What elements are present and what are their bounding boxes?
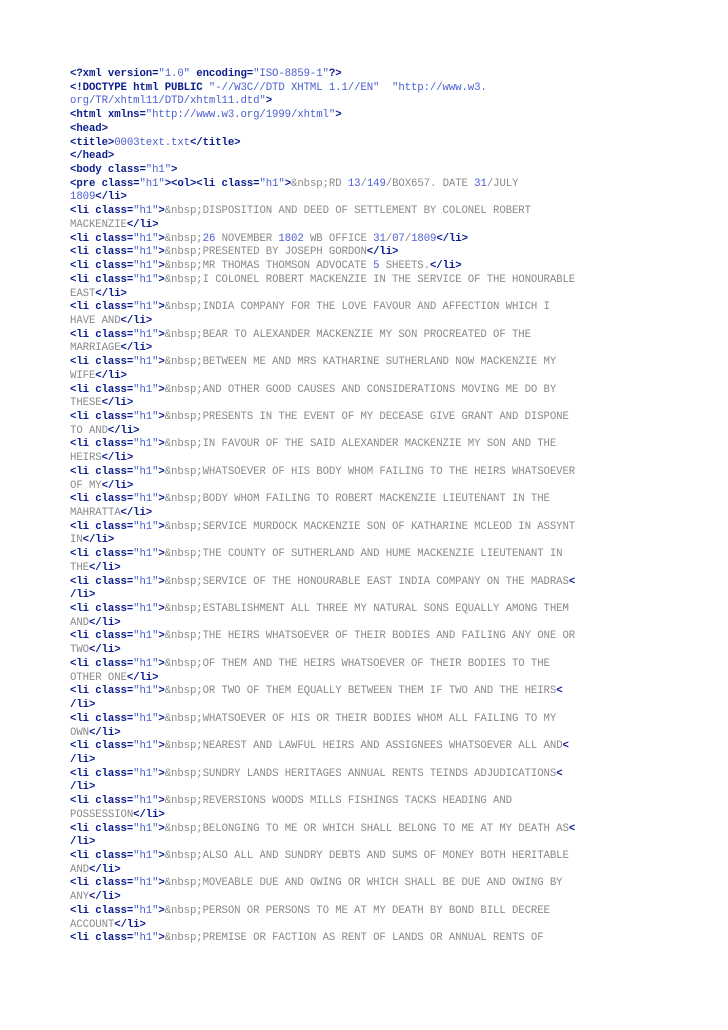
code-line: [70, 274, 670, 288]
code-segment: </li>: [429, 260, 462, 273]
code-line: [70, 809, 670, 823]
code-segment: <li class=: [70, 630, 134, 643]
code-line: [70, 562, 670, 576]
code-segment: >: [158, 205, 165, 218]
code-segment: "h1": [133, 630, 159, 643]
code-line: [70, 905, 670, 919]
code-segment: 26: [202, 232, 216, 245]
code-segment: >: [158, 575, 165, 588]
code-segment: <li class=: [70, 712, 134, 725]
code-segment: "h1": [133, 383, 159, 396]
code-segment: </li>: [126, 671, 159, 684]
code-segment: &nbsp;SERVICE OF THE HONOURABLE EAST INDIA COMPANY ON THE MADRAS: [164, 575, 569, 588]
code-line: [70, 850, 670, 864]
code-segment: &nbsp;BETWEEN ME AND MRS KATHARINE SUTHERLAND NOW MACKENZIE MY: [164, 356, 557, 369]
code-segment: /JULY: [486, 177, 519, 190]
code-line: [70, 644, 670, 658]
code-segment: >: [158, 493, 165, 506]
code-segment: <title>: [70, 136, 115, 149]
code-segment: >: [158, 712, 165, 725]
code-segment: &nbsp;NEAREST AND LAWFUL HEIRS AND ASSIGNEES WHATSOEVER ALL AND: [164, 740, 563, 753]
code-line: [70, 795, 670, 809]
code-segment: <li class=: [70, 438, 134, 451]
code-line: [70, 548, 670, 562]
code-line: [70, 397, 670, 411]
code-segment: "h1": [133, 246, 159, 259]
code-segment: "http://www.w3.org/1999/xhtml": [145, 109, 336, 122]
code-segment: </li>: [88, 726, 121, 739]
code-line: [70, 219, 670, 233]
code-segment: </li>: [436, 232, 468, 245]
code-segment: <li class=: [70, 301, 134, 314]
code-segment: "1.0": [158, 68, 190, 80]
code-segment: /li>: [70, 781, 96, 794]
code-segment: <li class=: [70, 410, 134, 423]
code-segment: >: [158, 822, 165, 835]
code-segment: <: [556, 685, 563, 698]
code-segment: <li class=: [70, 260, 134, 273]
code-segment: >: [158, 438, 165, 451]
code-segment: "h1": [133, 520, 159, 533]
code-segment: </li>: [101, 452, 134, 465]
code-segment: "h1": [133, 205, 159, 218]
code-segment: 0003text.txt: [114, 136, 190, 149]
code-line: [70, 384, 670, 398]
code-segment: >: [158, 356, 165, 369]
code-line: [70, 452, 670, 466]
code-segment: OTHER ONE: [70, 671, 127, 684]
code-segment: >: [158, 849, 165, 862]
code-segment: </li>: [95, 191, 127, 204]
code-segment: <li class=: [70, 767, 134, 780]
code-segment: <head>: [70, 122, 108, 135]
code-segment: <li class=: [70, 795, 134, 808]
code-segment: <li class=: [70, 383, 134, 396]
code-segment: &nbsp;IN FAVOUR OF THE SAID ALEXANDER MACKENZIE MY SON AND THE: [164, 438, 557, 451]
code-line: [70, 534, 670, 548]
code-segment: <!DOCTYPE html PUBLIC: [70, 81, 209, 94]
code-segment: &nbsp;AND OTHER GOOD CAUSES AND CONSIDERATIONS MOVING ME DO BY: [164, 383, 557, 396]
code-segment: &nbsp;PRESENTS IN THE EVENT OF MY DECEASE GIVE GRANT AND DISPONE: [164, 410, 569, 423]
code-line: [70, 109, 670, 123]
code-segment: "h1": [133, 849, 159, 862]
code-segment: </head>: [70, 150, 115, 163]
code-line: [70, 932, 670, 946]
code-segment: SHEETS.: [379, 260, 430, 273]
code-segment: /: [404, 232, 412, 245]
code-segment: </li>: [120, 314, 153, 327]
code-line: [70, 576, 670, 590]
code-segment: &nbsp;MOVEABLE DUE AND OWING OR WHICH SHALL BE DUE AND OWING BY: [164, 877, 563, 890]
code-line: [70, 438, 670, 452]
code-segment: /: [385, 232, 393, 245]
code-line: [70, 137, 670, 151]
code-segment: &nbsp;BEAR TO ALEXANDER MACKENZIE MY SON PROCREATED OF THE: [164, 328, 531, 341]
code-segment: </li>: [101, 479, 134, 492]
code-segment: 13: [347, 177, 361, 190]
code-segment: &nbsp;REVERSIONS WOODS MILLS FISHINGS TACKS HEADING AND: [164, 795, 512, 808]
code-segment: >: [158, 273, 165, 286]
code-segment: &nbsp;BELONGING TO ME OR WHICH SHALL BELONG TO ME AT MY DEATH AS: [164, 822, 569, 835]
code-segment: <body class=: [70, 164, 146, 177]
code-segment: </li>: [126, 218, 159, 231]
code-segment: >: [171, 164, 178, 177]
code-segment: </li>: [88, 891, 121, 904]
code-segment: MAHRATTA: [70, 507, 121, 519]
code-segment: <li class=: [70, 932, 134, 945]
code-line: [70, 425, 670, 439]
code-segment: &nbsp;OR TWO OF THEM EQUALLY BETWEEN THEM IF TWO AND THE HEIRS: [164, 685, 557, 698]
code-line: [70, 521, 670, 535]
code-line: [70, 685, 670, 699]
code-segment: /: [360, 177, 367, 190]
code-line: [70, 329, 670, 343]
code-segment: <li class=: [70, 740, 134, 753]
code-line: [70, 480, 670, 494]
code-segment: <li class=: [70, 575, 134, 588]
code-segment: >: [335, 109, 342, 122]
code-segment: </li>: [114, 918, 146, 931]
code-segment: HEIRS: [70, 452, 102, 465]
code-line: [70, 370, 670, 384]
code-segment: <li class=: [70, 877, 134, 890]
code-segment: <li class=: [70, 356, 134, 369]
code-line: [70, 603, 670, 617]
code-line: [70, 178, 670, 192]
code-segment: "-//W3C//DTD XHTML 1.1//EN" "http://www.w3.: [208, 81, 487, 94]
code-segment: &nbsp;INDIA COMPANY FOR THE LOVE FAVOUR AND AFFECTION WHICH I: [164, 301, 550, 314]
code-segment: 1809: [411, 232, 437, 245]
code-line: [70, 205, 670, 219]
code-segment: &nbsp;ALSO ALL AND SUNDRY DEBTS AND SUMS OF MONEY BOTH HERITABLE: [164, 849, 569, 862]
code-segment: >: [158, 657, 165, 670]
code-line: [70, 919, 670, 933]
code-segment: TO AND: [70, 424, 108, 437]
code-segment: /li>: [70, 753, 96, 766]
code-segment: "h1": [133, 877, 159, 890]
code-segment: "h1": [259, 177, 285, 190]
code-segment: "h1": [133, 328, 159, 341]
code-segment: >: [158, 932, 165, 945]
code-line: [70, 466, 670, 480]
code-segment: "h1": [133, 685, 159, 698]
code-segment: AND: [70, 616, 89, 629]
code-line: [70, 630, 670, 644]
code-segment: "h1": [133, 767, 159, 780]
code-segment: EAST: [70, 287, 96, 300]
code-segment: org/TR/xhtml11/DTD/xhtml11.dtd": [70, 95, 266, 108]
code-segment: &nbsp;ESTABLISHMENT ALL THREE MY NATURAL SONS EQUALLY AMONG THEM: [164, 603, 569, 616]
code-segment: <li class=: [70, 685, 134, 698]
code-segment: </li>: [366, 246, 399, 259]
code-line: [70, 781, 670, 795]
code-segment: <li class=: [70, 246, 134, 259]
code-segment: >: [158, 795, 165, 808]
code-segment: &nbsp;: [164, 232, 203, 245]
code-segment: "h1": [133, 904, 159, 917]
code-segment: >: [284, 177, 292, 190]
code-segment: &nbsp;RD: [291, 177, 348, 190]
code-segment: "h1": [133, 822, 159, 835]
code-line: [70, 836, 670, 850]
code-segment: </li>: [88, 644, 121, 657]
code-segment: &nbsp;MR THOMAS THOMSON ADVOCATE: [164, 260, 374, 273]
code-segment: 31: [373, 232, 386, 245]
code-segment: >: [158, 904, 165, 917]
code-segment: "h1": [133, 301, 159, 314]
code-segment: </li>: [107, 424, 140, 437]
code-segment: "h1": [133, 795, 159, 808]
code-segment: &nbsp;THE HEIRS WHATSOEVER OF THEIR BODIES AND FAILING ANY ONE OR: [164, 630, 576, 643]
code-segment: >: [158, 767, 165, 780]
code-segment: <li class=: [70, 657, 134, 670]
code-segment: "h1": [133, 932, 159, 945]
code-segment: "h1": [133, 356, 159, 369]
code-line: [70, 288, 670, 302]
code-segment: >: [158, 465, 165, 478]
code-segment: WIFE: [70, 369, 96, 382]
code-line: [70, 754, 670, 768]
code-segment: "h1": [133, 273, 159, 286]
code-segment: >: [158, 548, 165, 561]
code-segment: "h1": [133, 548, 159, 561]
code-segment: ?>: [328, 68, 342, 80]
code-line: [70, 589, 670, 603]
code-segment: &nbsp;BODY WHOM FAILING TO ROBERT MACKENZIE LIEUTENANT IN THE: [164, 493, 550, 506]
code-segment: IN: [70, 534, 83, 547]
code-segment: <li class=: [70, 465, 134, 478]
code-line: [70, 891, 670, 905]
code-segment: WB OFFICE: [303, 232, 374, 245]
code-line: [70, 301, 670, 315]
code-segment: <li class=: [70, 273, 134, 286]
code-segment: "h1": [133, 603, 159, 616]
code-line: [70, 713, 670, 727]
code-segment: "h1": [133, 657, 159, 670]
code-segment: >: [158, 260, 165, 273]
code-segment: MACKENZIE: [70, 218, 127, 231]
code-segment: >: [158, 630, 165, 643]
code-segment: AND: [70, 863, 89, 876]
code-segment: THESE: [70, 397, 102, 410]
code-segment: OF MY: [70, 479, 102, 492]
code-segment: /BOX657. DATE: [385, 177, 475, 190]
code-segment: THE: [70, 561, 89, 574]
code-segment: 1802: [278, 232, 304, 245]
code-segment: &nbsp;PERSON OR PERSONS TO ME AT MY DEATH BY BOND BILL DECREE: [164, 904, 550, 917]
code-segment: <li class=: [70, 904, 134, 917]
code-segment: "h1": [133, 410, 159, 423]
code-segment: >: [158, 877, 165, 890]
code-line: [70, 699, 670, 713]
code-segment: 07: [392, 232, 405, 245]
code-segment: </li>: [88, 616, 121, 629]
code-segment: <: [568, 575, 576, 588]
code-segment: /li>: [70, 836, 96, 849]
code-segment: <li class=: [70, 822, 134, 835]
code-segment: <: [562, 740, 569, 753]
code-line: [70, 315, 670, 329]
code-segment: <: [556, 767, 563, 780]
code-segment: "h1": [139, 177, 165, 190]
code-segment: "ISO-8859-1": [253, 68, 329, 80]
code-line: [70, 411, 670, 425]
code-segment: HAVE AND: [70, 314, 121, 327]
code-segment: <li class=: [70, 849, 134, 862]
code-segment: >: [158, 232, 165, 245]
code-segment: ACCOUNT: [70, 918, 115, 931]
code-segment: >: [158, 301, 165, 314]
code-line: [70, 260, 670, 274]
code-segment: <li class=: [70, 603, 134, 616]
code-segment: &nbsp;THE COUNTY OF SUTHERLAND AND HUME MACKENZIE LIEUTENANT IN: [164, 548, 563, 561]
code-segment: </li>: [88, 561, 121, 574]
code-line: [70, 727, 670, 741]
code-segment: TWO: [70, 644, 89, 657]
code-segment: </li>: [82, 534, 115, 547]
code-line: [70, 150, 670, 164]
code-segment: encoding=: [189, 68, 254, 80]
code-line: [70, 823, 670, 837]
code-segment: <li class=: [70, 493, 134, 506]
code-line: [70, 864, 670, 878]
code-segment: "h1": [133, 438, 159, 451]
code-segment: &nbsp;I COLONEL ROBERT MACKENZIE IN THE SERVICE OF THE HONOURABLE: [164, 273, 576, 286]
code-segment: 1809: [70, 191, 96, 204]
code-segment: &nbsp;DISPOSITION AND DEED OF SETTLEMENT BY COLONEL ROBERT: [164, 205, 531, 218]
code-segment: "h1": [133, 232, 159, 245]
code-line: [70, 191, 670, 205]
code-line: [70, 342, 670, 356]
code-segment: NOVEMBER: [215, 232, 279, 245]
code-segment: >: [158, 603, 165, 616]
code-segment: <li class=: [70, 328, 134, 341]
code-segment: &nbsp;WHATSOEVER OF HIS OR THEIR BODIES WHOM ALL FAILING TO MY: [164, 712, 557, 725]
code-segment: 31: [474, 177, 487, 190]
code-segment: "h1": [133, 575, 159, 588]
code-segment: </li>: [120, 507, 153, 519]
code-line: [70, 740, 670, 754]
code-segment: </li>: [95, 287, 127, 300]
code-segment: 5: [373, 260, 380, 273]
code-segment: &nbsp;SUNDRY LANDS HERITAGES ANNUAL RENTS TEINDS ADJUDICATIONS: [164, 767, 557, 780]
code-segment: &nbsp;PRESENTED BY JOSEPH GORDON: [164, 246, 367, 259]
code-segment: MARRIAGE: [70, 342, 121, 355]
code-segment: &nbsp;OF THEM AND THE HEIRS WHATSOEVER OF THEIR BODIES TO THE: [164, 657, 550, 670]
code-line: [70, 68, 670, 82]
code-segment: </title>: [189, 136, 241, 149]
code-line: [70, 123, 670, 137]
code-line: [70, 877, 670, 891]
code-segment: >: [265, 95, 273, 108]
code-segment: </li>: [95, 369, 127, 382]
code-segment: <li class=: [70, 520, 134, 533]
code-line: [70, 246, 670, 260]
source-code-page: [70, 68, 670, 946]
code-segment: "h1": [133, 260, 159, 273]
code-segment: >: [158, 328, 165, 341]
code-segment: OWN: [70, 726, 89, 739]
code-line: [70, 164, 670, 178]
code-segment: "h1": [133, 493, 159, 506]
code-segment: <li class=: [70, 232, 134, 245]
code-line: [70, 356, 670, 370]
code-segment: </li>: [120, 342, 153, 355]
code-segment: /li>: [70, 699, 96, 712]
code-segment: <: [568, 822, 576, 835]
code-line: [70, 617, 670, 631]
code-segment: "h1": [145, 164, 172, 177]
code-line: [70, 82, 670, 96]
code-segment: <?xml version=: [70, 68, 159, 80]
code-segment: <li class=: [70, 548, 134, 561]
code-segment: /li>: [70, 589, 96, 602]
code-segment: <pre class=: [70, 177, 140, 190]
code-line: [70, 672, 670, 686]
code-segment: </li>: [133, 808, 165, 821]
code-segment: "h1": [133, 712, 159, 725]
code-line: [70, 95, 670, 109]
code-line: [70, 507, 670, 521]
code-segment: </li>: [101, 397, 134, 410]
code-segment: ANY: [70, 891, 89, 904]
code-segment: &nbsp;WHATSOEVER OF HIS BODY WHOM FAILING TO THE HEIRS WHATSOEVER: [164, 465, 576, 478]
code-segment: >: [158, 246, 165, 259]
code-line: [70, 233, 670, 247]
code-segment: "h1": [133, 465, 159, 478]
code-segment: <html xmlns=: [70, 109, 146, 122]
code-line: [70, 658, 670, 672]
code-line: [70, 768, 670, 782]
code-segment: POSSESSION: [70, 808, 134, 821]
code-line: [70, 493, 670, 507]
code-segment: >: [158, 383, 165, 396]
code-segment: &nbsp;SERVICE MURDOCK MACKENZIE SON OF KATHARINE MCLEOD IN ASSYNT: [164, 520, 576, 533]
code-segment: ><ol><li class=: [164, 177, 260, 190]
code-segment: <li class=: [70, 205, 134, 218]
code-segment: </li>: [88, 863, 121, 876]
code-segment: &nbsp;PREMISE OR FACTION AS RENT OF LANDS OR ANNUAL RENTS OF: [164, 932, 544, 945]
code-segment: >: [158, 685, 165, 698]
code-segment: >: [158, 410, 165, 423]
code-segment: >: [158, 740, 165, 753]
code-segment: >: [158, 520, 165, 533]
code-segment: "h1": [133, 740, 159, 753]
code-segment: 149: [366, 177, 386, 190]
